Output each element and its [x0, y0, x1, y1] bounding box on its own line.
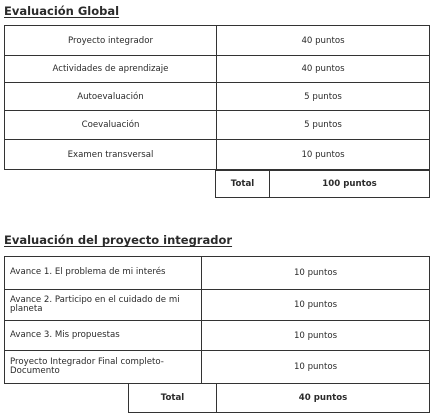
row-value: 5 puntos: [217, 111, 430, 140]
row-label: Examen transversal: [5, 140, 217, 170]
row-value: 5 puntos: [217, 83, 430, 111]
row-value: 10 puntos: [202, 290, 430, 321]
global-total-table: [215, 170, 430, 198]
row-value: 10 puntos: [202, 257, 430, 290]
total-label: Total: [216, 171, 270, 198]
table-row: [5, 56, 430, 83]
total-label: Total: [129, 384, 217, 413]
integrator-evaluation-title: Evaluación del proyecto integrador: [4, 233, 233, 247]
table-row: [5, 140, 430, 170]
row-label: Proyecto Integrador Final completo-Documento: [5, 351, 202, 384]
table-row: [5, 111, 430, 140]
table-row: [5, 26, 430, 56]
row-label: Autoevaluación: [5, 83, 217, 111]
global-evaluation-table: [4, 25, 430, 170]
table-row: [5, 290, 430, 321]
total-value: 40 puntos: [217, 384, 430, 413]
table-row: [5, 321, 430, 351]
row-label: Avance 3. Mis propuestas: [5, 321, 202, 351]
row-label: Actividades de aprendizaje: [5, 56, 217, 83]
row-value: 10 puntos: [202, 321, 430, 351]
table-row: [5, 257, 430, 290]
row-label: Avance 1. El problema de mi interés: [5, 257, 202, 290]
row-value: 10 puntos: [217, 140, 430, 170]
table-row: [5, 351, 430, 384]
row-value: 40 puntos: [217, 26, 430, 56]
integrator-total-table: [128, 383, 430, 413]
row-label: Avance 2. Participo en el cuidado de mi planeta: [5, 290, 202, 321]
row-label: Coevaluación: [5, 111, 217, 140]
total-value: 100 puntos: [270, 171, 430, 198]
row-label: Proyecto integrador: [5, 26, 217, 56]
total-row: [216, 171, 430, 198]
global-evaluation-title: Evaluación Global: [4, 4, 120, 18]
total-row: [129, 384, 430, 413]
integrator-evaluation-table: [4, 256, 430, 384]
row-value: 40 puntos: [217, 56, 430, 83]
table-row: [5, 83, 430, 111]
row-value: 10 puntos: [202, 351, 430, 384]
